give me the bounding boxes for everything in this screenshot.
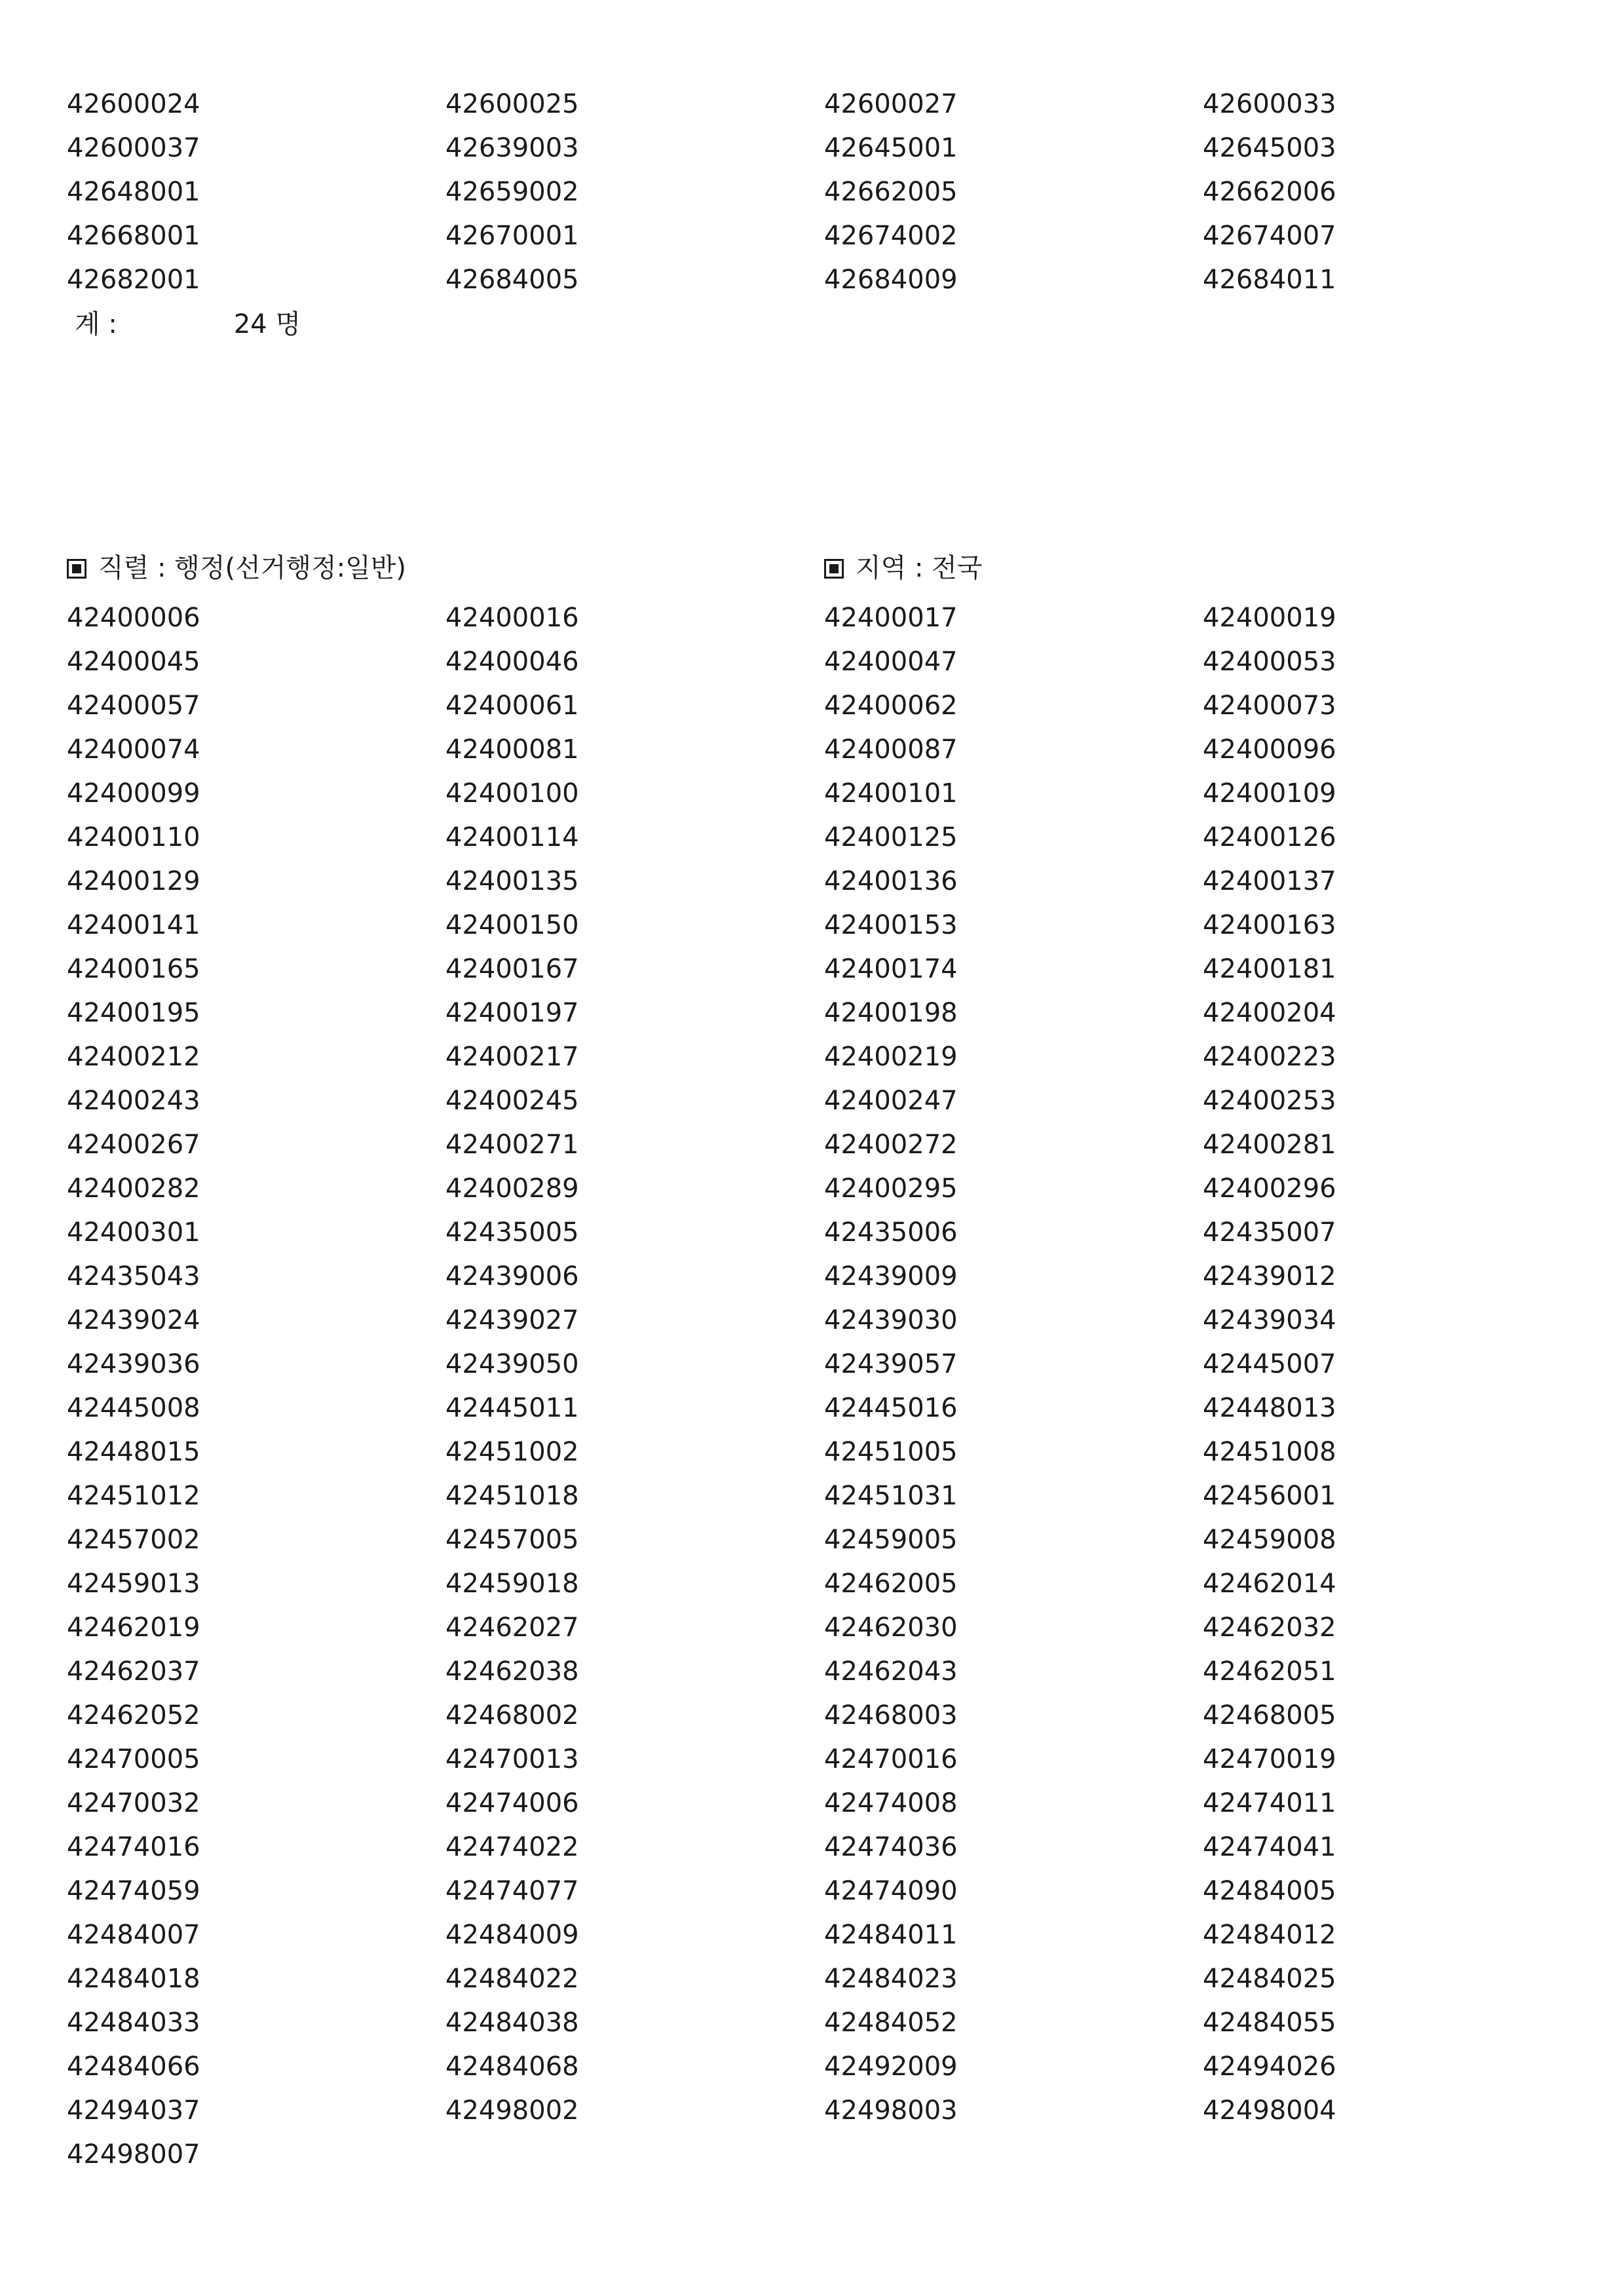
candidate-number: 42400281 [1203,1130,1336,1160]
candidate-number: 42400129 [67,866,200,896]
candidate-number: 42468005 [1203,1700,1336,1731]
candidate-number: 42474090 [824,1876,958,1906]
candidate-number: 42400062 [824,691,958,721]
candidate-number: 42484009 [445,1920,579,1950]
candidate-number: 42474036 [824,1832,958,1862]
candidate-number: 42400017 [824,603,958,633]
candidate-number: 42400204 [1203,998,1336,1028]
candidate-number: 42400247 [824,1086,958,1116]
candidate-number: 42400174 [824,954,958,984]
candidate-number: 42400296 [1203,1174,1336,1204]
candidate-number: 42674007 [1203,221,1336,251]
candidate-number: 42474011 [1203,1788,1336,1818]
candidate-number: 42498003 [824,2095,958,2126]
candidate-number: 42474077 [445,1876,579,1906]
candidate-number: 42400114 [445,822,579,852]
candidate-number: 42451005 [824,1437,958,1467]
candidate-number: 42462027 [445,1613,579,1643]
candidate-number: 42400061 [445,691,579,721]
candidate-number: 42484018 [67,1964,200,1994]
candidate-number: 42400099 [67,778,200,809]
candidate-number: 42400136 [824,866,958,896]
candidate-number: 42484023 [824,1964,958,1994]
candidate-number: 42600024 [67,89,200,119]
candidate-number: 42459013 [67,1569,200,1599]
candidate-number: 42457005 [445,1525,579,1555]
candidate-number: 42400125 [824,822,958,852]
candidate-number: 42400219 [824,1042,958,1072]
candidate-number: 42462052 [67,1700,200,1731]
candidate-number: 42648001 [67,177,200,207]
candidate-number: 42474059 [67,1876,200,1906]
candidate-number: 42400253 [1203,1086,1336,1116]
candidate-number: 42400141 [67,910,200,940]
candidate-number: 42451002 [445,1437,579,1467]
candidate-number: 42484055 [1203,2008,1336,2038]
candidate-number: 42400282 [67,1174,200,1204]
total-row [75,303,301,347]
candidate-number: 42462037 [67,1656,200,1687]
candidate-number: 42462014 [1203,1569,1336,1599]
candidate-number: 42470032 [67,1788,200,1818]
candidate-number: 42492009 [824,2052,958,2082]
candidate-number: 42470016 [824,1744,958,1774]
candidate-number: 42600033 [1203,89,1336,119]
candidate-number: 42457002 [67,1525,200,1555]
candidate-number: 42494037 [67,2095,200,2126]
candidate-number: 42439009 [824,1261,958,1292]
candidate-number: 42400100 [445,778,579,809]
candidate-number: 42662005 [824,177,958,207]
candidate-number: 42400197 [445,998,579,1028]
candidate-number: 42400301 [67,1217,200,1248]
candidate-number: 42684005 [445,265,579,295]
candidate-number: 42462043 [824,1656,958,1687]
candidate-number: 42439034 [1203,1305,1336,1335]
candidate-number: 42462030 [824,1613,958,1643]
candidate-number: 42400150 [445,910,579,940]
candidate-number: 42445016 [824,1393,958,1423]
candidate-number: 42474041 [1203,1832,1336,1862]
candidate-number: 42484025 [1203,1964,1336,1994]
candidate-number: 42484033 [67,2008,200,2038]
candidate-number: 42474016 [67,1832,200,1862]
candidate-number: 42684009 [824,265,958,295]
candidate-number: 42470013 [445,1744,579,1774]
candidate-number: 42462051 [1203,1656,1336,1687]
candidate-number: 42400109 [1203,778,1336,809]
candidate-number: 42645003 [1203,133,1336,163]
candidate-number: 42470019 [1203,1744,1336,1774]
candidate-number: 42468003 [824,1700,958,1731]
candidate-number: 42435043 [67,1261,200,1292]
candidate-number: 42400198 [824,998,958,1028]
candidate-number: 42448015 [67,1437,200,1467]
candidate-number: 42674002 [824,221,958,251]
candidate-number: 42400045 [67,647,200,677]
candidate-number: 42474008 [824,1788,958,1818]
candidate-number: 42451012 [67,1481,200,1511]
number-list-section-2 [67,596,1465,2177]
candidate-number: 42484022 [445,1964,579,1994]
candidate-number: 42400110 [67,822,200,852]
candidate-number: 42670001 [445,221,579,251]
candidate-number: 42400087 [824,735,958,765]
filled-square-icon [67,559,86,579]
candidate-number: 42435006 [824,1217,958,1248]
candidate-number: 42400212 [67,1042,200,1072]
candidate-number: 42400073 [1203,691,1336,721]
candidate-number: 42468002 [445,1700,579,1731]
candidate-number: 42639003 [445,133,579,163]
candidate-number: 42400217 [445,1042,579,1072]
candidate-number: 42400223 [1203,1042,1336,1072]
candidate-number: 42400096 [1203,735,1336,765]
candidate-number: 42439024 [67,1305,200,1335]
candidate-number: 42474006 [445,1788,579,1818]
candidate-number: 42400074 [67,735,200,765]
candidate-number: 42494026 [1203,2052,1336,2082]
candidate-number: 42400053 [1203,647,1336,677]
candidate-number: 42400289 [445,1174,579,1204]
total-label: 계 : [75,309,117,339]
candidate-number: 42462032 [1203,1613,1336,1643]
candidate-number: 42484066 [67,2052,200,2082]
candidate-number: 42400153 [824,910,958,940]
candidate-number: 42484038 [445,2008,579,2038]
candidate-number: 42435007 [1203,1217,1336,1248]
candidate-number: 42659002 [445,177,579,207]
candidate-number: 42400081 [445,735,579,765]
candidate-number: 42462038 [445,1656,579,1687]
candidate-number: 42400135 [445,866,579,896]
candidate-number: 42484068 [445,2052,579,2082]
candidate-number: 42400181 [1203,954,1336,984]
candidate-number: 42498002 [445,2095,579,2126]
candidate-number: 42400195 [67,998,200,1028]
candidate-number: 42474022 [445,1832,579,1862]
candidate-number: 42445011 [445,1393,579,1423]
candidate-number: 42668001 [67,221,200,251]
candidate-number: 42498004 [1203,2095,1336,2126]
candidate-number: 42400137 [1203,866,1336,896]
number-list-section-1 [67,83,1465,302]
candidate-number: 42400295 [824,1174,958,1204]
candidate-number: 42600027 [824,89,958,119]
candidate-number: 42462005 [824,1569,958,1599]
candidate-number: 42451031 [824,1481,958,1511]
candidate-number: 42451008 [1203,1437,1336,1467]
candidate-number: 42400163 [1203,910,1336,940]
candidate-number: 42498007 [67,2139,200,2170]
candidate-number: 42684011 [1203,265,1336,295]
candidate-number: 42470005 [67,1744,200,1774]
candidate-number: 42400271 [445,1130,579,1160]
candidate-number: 42484005 [1203,1876,1336,1906]
candidate-number: 42400272 [824,1130,958,1160]
candidate-number: 42400243 [67,1086,200,1116]
region-header [824,546,982,590]
candidate-number: 42400245 [445,1086,579,1116]
candidate-number: 42400047 [824,647,958,677]
candidate-number: 42484011 [824,1920,958,1950]
candidate-number: 42400101 [824,778,958,809]
candidate-number: 42435005 [445,1217,579,1248]
candidate-number: 42600037 [67,133,200,163]
candidate-number: 42662006 [1203,177,1336,207]
candidate-number: 42400165 [67,954,200,984]
candidate-number: 42459018 [445,1569,579,1599]
total-count: 24 명 [233,309,301,339]
job-series-label: 직렬 : 행정(선거행정:일반) [98,553,406,583]
candidate-number: 42439057 [824,1349,958,1379]
candidate-number: 42459005 [824,1525,958,1555]
candidate-number: 42400019 [1203,603,1336,633]
candidate-number: 42456001 [1203,1481,1336,1511]
candidate-number: 42400267 [67,1130,200,1160]
candidate-number: 42484052 [824,2008,958,2038]
candidate-number: 42484007 [67,1920,200,1950]
candidate-number: 42439050 [445,1349,579,1379]
candidate-number: 42439012 [1203,1261,1336,1292]
candidate-number: 42400057 [67,691,200,721]
filled-square-icon [824,559,844,579]
candidate-number: 42400006 [67,603,200,633]
candidate-number: 42445007 [1203,1349,1336,1379]
candidate-number: 42439006 [445,1261,579,1292]
candidate-number: 42645001 [824,133,958,163]
candidate-number: 42462019 [67,1613,200,1643]
region-label: 지역 : 전국 [856,553,983,583]
candidate-number: 42445008 [67,1393,200,1423]
candidate-number: 42439027 [445,1305,579,1335]
candidate-number: 42400016 [445,603,579,633]
candidate-number: 42400167 [445,954,579,984]
job-series-header [67,546,406,590]
candidate-number: 42439030 [824,1305,958,1335]
candidate-number: 42451018 [445,1481,579,1511]
candidate-number: 42682001 [67,265,200,295]
candidate-number: 42600025 [445,89,579,119]
candidate-number: 42439036 [67,1349,200,1379]
candidate-number: 42459008 [1203,1525,1336,1555]
candidate-number: 42484012 [1203,1920,1336,1950]
candidate-number: 42400046 [445,647,579,677]
candidate-number: 42448013 [1203,1393,1336,1423]
candidate-number: 42400126 [1203,822,1336,852]
